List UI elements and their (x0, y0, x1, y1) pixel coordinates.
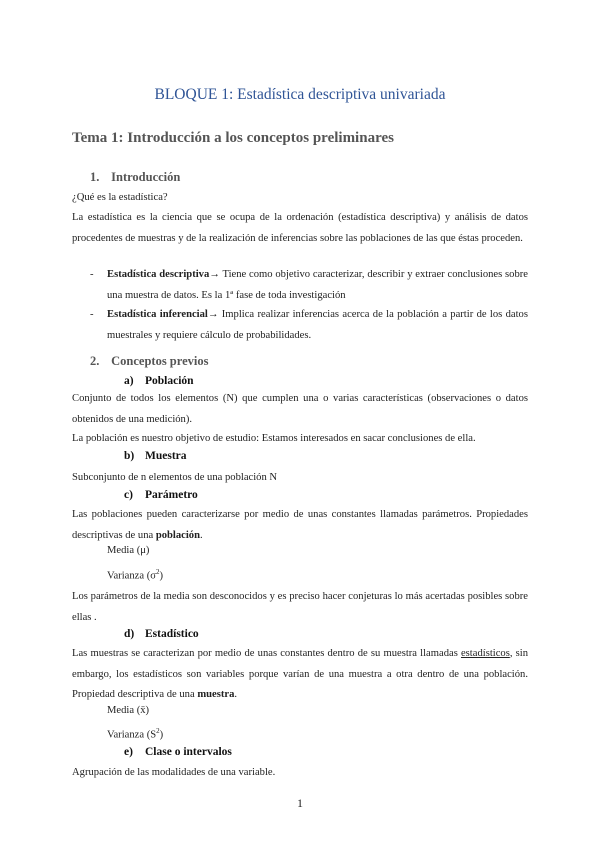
estadistico-end: . (234, 689, 238, 700)
subsection-a-heading (124, 375, 194, 387)
subsection-title: Clase o intervalos (145, 746, 232, 758)
subsection-c-heading (124, 489, 198, 501)
subsection-letter: b) (124, 450, 135, 462)
bullet-dash: - (90, 269, 94, 280)
topic-heading: Tema 1: Introducción a los conceptos preliminares (72, 130, 394, 146)
varianza-close: ) (159, 729, 164, 741)
subsection-letter: e) (124, 746, 133, 758)
varianza-label: Varianza (S (107, 729, 157, 741)
clase-definition: Agrupación de las modalidades de una variable. (72, 767, 276, 778)
subsection-letter: d) (124, 628, 135, 640)
arrow-glyph: → (207, 309, 219, 320)
bullet-dash: - (90, 309, 94, 320)
arrow-glyph: → (209, 269, 220, 280)
bullet-text: Tiene como objetivo caracterizar, describir y extraer conclusiones sobre una muestra de datos. Es la 1ª fase de toda investigación (107, 269, 528, 301)
page-number: 1 (297, 796, 303, 810)
subsection-title: Estadístico (145, 628, 199, 640)
section-number: 2. (90, 354, 100, 368)
varianza-label: Varianza (σ (107, 570, 156, 582)
estadistico-text: Las muestras se caracterizan por medio de unas constantes dentro de su muestra llamadas (72, 648, 461, 659)
subsection-title: Muestra (145, 450, 187, 462)
section-2-heading (90, 354, 208, 369)
section-label: Conceptos previos (111, 354, 209, 368)
definition-paragraph: La estadística es la ciencia que se ocupa de la ordenación (estadística descriptiva) y análisis de datos procedentes de muestras y de la realización de inferencias sobre las poblaciones de las que éstas proceden. (72, 212, 528, 244)
subsection-d-heading (124, 628, 199, 640)
bullet-term: Estadística inferencial (107, 309, 208, 320)
subsection-title: Parámetro (145, 489, 198, 501)
document-title: BLOQUE 1: Estadística descriptiva univariada (154, 86, 446, 103)
muestra-definition: Subconjunto de n elementos de una población N (72, 472, 278, 483)
parametro-media: Media (μ) (107, 545, 150, 556)
parametro-bold-word: población (155, 529, 200, 541)
bullet-inferencial (90, 305, 528, 346)
question-line: ¿Qué es la estadística? (72, 192, 168, 203)
estadistico-text-2: , sin embargo, los estadísticos son variables porque varían de una muestra a otra dentro de una población. Propiedad descriptiva de una (72, 648, 528, 700)
estadistico-bold-word: muestra (197, 689, 235, 700)
parametro-note: Los parámetros de la media son desconocidos y es preciso hacer conjeturas lo más acertadas posibles sobre ellas . (72, 591, 528, 623)
varianza-exponent: 2 (156, 727, 160, 735)
estadistico-varianza (107, 727, 163, 741)
bullet-descriptiva (90, 265, 528, 306)
section-number: 1. (90, 170, 100, 184)
subsection-letter: c) (124, 489, 133, 501)
estadisticos-underlined: estadísticos (460, 648, 510, 659)
parametro-end: . (200, 529, 203, 541)
bullet-text: Implica realizar inferencias acerca de la población a partir de los datos muestrales y requiere cálculo de probabilidades. (107, 309, 528, 341)
subsection-e-heading (124, 746, 232, 758)
subsection-letter: a) (124, 375, 134, 387)
subsection-title: Población (145, 375, 194, 387)
poblacion-note: La población es nuestro objetivo de estudio: Estamos interesados en sacar conclusiones de ella. (72, 433, 476, 444)
estadistico-media: Media (x̄) (107, 705, 150, 716)
parametro-text: Las poblaciones pueden caracterizarse por medio de unas constantes llamadas parámetros. Propiedades descriptivas de una (72, 509, 528, 541)
poblacion-definition: Conjunto de todos los elementos (N) que cumplen una o varias características (observaciones o datos obtenidos de una medición). (72, 393, 528, 425)
section-1-heading (90, 170, 180, 185)
varianza-close: ) (159, 570, 163, 582)
parametro-varianza (107, 568, 163, 582)
bullet-term: Estadística descriptiva (107, 269, 210, 280)
estadistico-definition (72, 644, 528, 706)
varianza-exponent: 2 (155, 568, 160, 576)
subsection-b-heading (124, 450, 187, 462)
parametro-definition (72, 505, 528, 546)
section-label: Introducción (111, 170, 181, 184)
